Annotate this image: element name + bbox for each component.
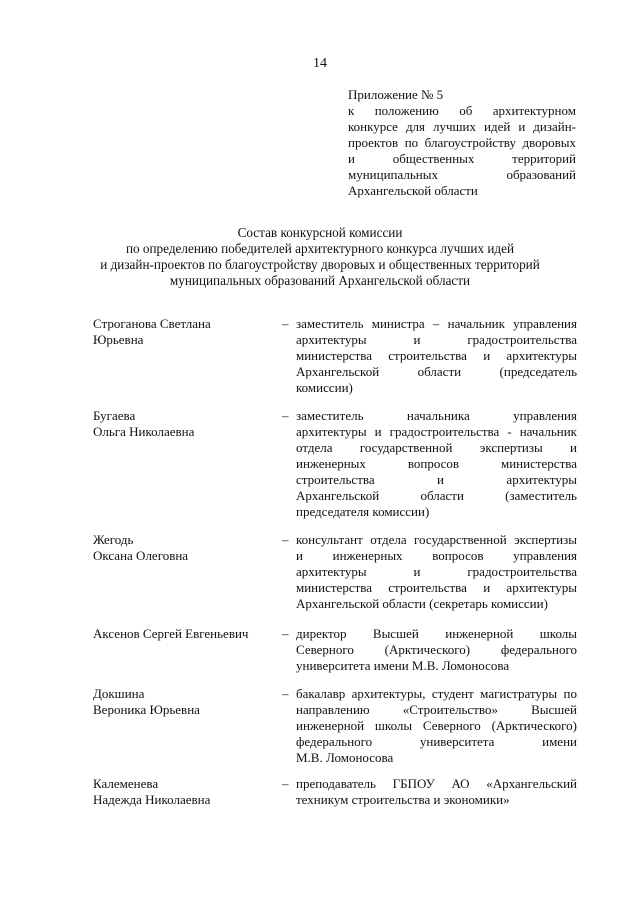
title-line: по определению победителей архитектурного конкурса лучших идей: [125, 241, 515, 256]
member-name: Строганова Светлана Юрьевна: [93, 316, 211, 347]
member-role: заместитель министра – начальник управления архитектуры и градостроительства министерства строительства и архитектуры Архангельской области (председатель комиссии): [296, 316, 577, 395]
appendix-line: проектов по благоустройству дворовых: [348, 135, 576, 150]
member-name: Калеменева Надежда Николаевна: [93, 776, 211, 807]
appendix-line: муниципальных образований: [348, 167, 576, 182]
member-role: консультант отдела государственной экспертизы и инженерных вопросов управления архитектуры и градостроительства министерства строительства и архитектуры Архангельской области (секретарь комиссии): [296, 532, 577, 611]
title-line: муниципальных образований Архангельской области: [169, 273, 471, 288]
appendix-line: Архангельской области: [348, 183, 478, 198]
member-name: Докшина Вероника Юрьевна: [93, 686, 200, 717]
title-line: Состав конкурсной комиссии: [237, 225, 403, 240]
member-entry: [93, 776, 583, 816]
appendix-line: и общественных территорий: [348, 151, 576, 166]
member-dash: –: [282, 408, 289, 423]
member-role: преподаватель ГБПОУ АО «Архангельский техникум строительства и экономики»: [296, 776, 577, 807]
member-role: директор Высшей инженерной школы Северного (Арктического) федерального университета имени М.В. Ломоносова: [296, 626, 577, 673]
appendix-line: конкурсе для лучших идей и дизайн-: [348, 119, 576, 134]
commission-members-list: [93, 316, 583, 816]
title-line: и дизайн-проектов по благоустройству дворовых и общественных территорий: [100, 257, 540, 272]
appendix-block: [348, 87, 576, 199]
appendix-heading: Приложение № 5: [348, 87, 444, 102]
member-dash: –: [282, 316, 289, 331]
member-role: заместитель начальника управления архитектуры и градостроительства - начальник отдела государственной экспертизы и инженерных вопросов министерства строительства и архитектуры Архангельской области (заместитель председателя комиссии): [296, 408, 577, 519]
member-name: Бугаева Ольга Николаевна: [93, 408, 195, 439]
member-dash: –: [282, 686, 289, 701]
member-dash: –: [282, 776, 289, 791]
member-entry: [93, 626, 583, 686]
member-entry: [93, 408, 583, 532]
document-title: [60, 225, 580, 289]
member-entry: [93, 532, 583, 626]
member-name: Жегодь Оксана Олеговна: [93, 532, 189, 563]
member-dash: –: [282, 532, 289, 547]
member-role: бакалавр архитектуры, студент магистратуры по направлению «Строительство» Высшей инженерной школы Северного (Арктического) федерального университета имени М.В. Ломоносова: [296, 686, 577, 765]
member-entry: [93, 686, 583, 776]
member-dash: –: [282, 626, 289, 641]
page-number: 14: [313, 56, 327, 71]
member-entry: [93, 316, 583, 408]
appendix-line: к положению об архитектурном: [348, 103, 576, 118]
member-name: Аксенов Сергей Евгеньевич: [93, 626, 249, 641]
